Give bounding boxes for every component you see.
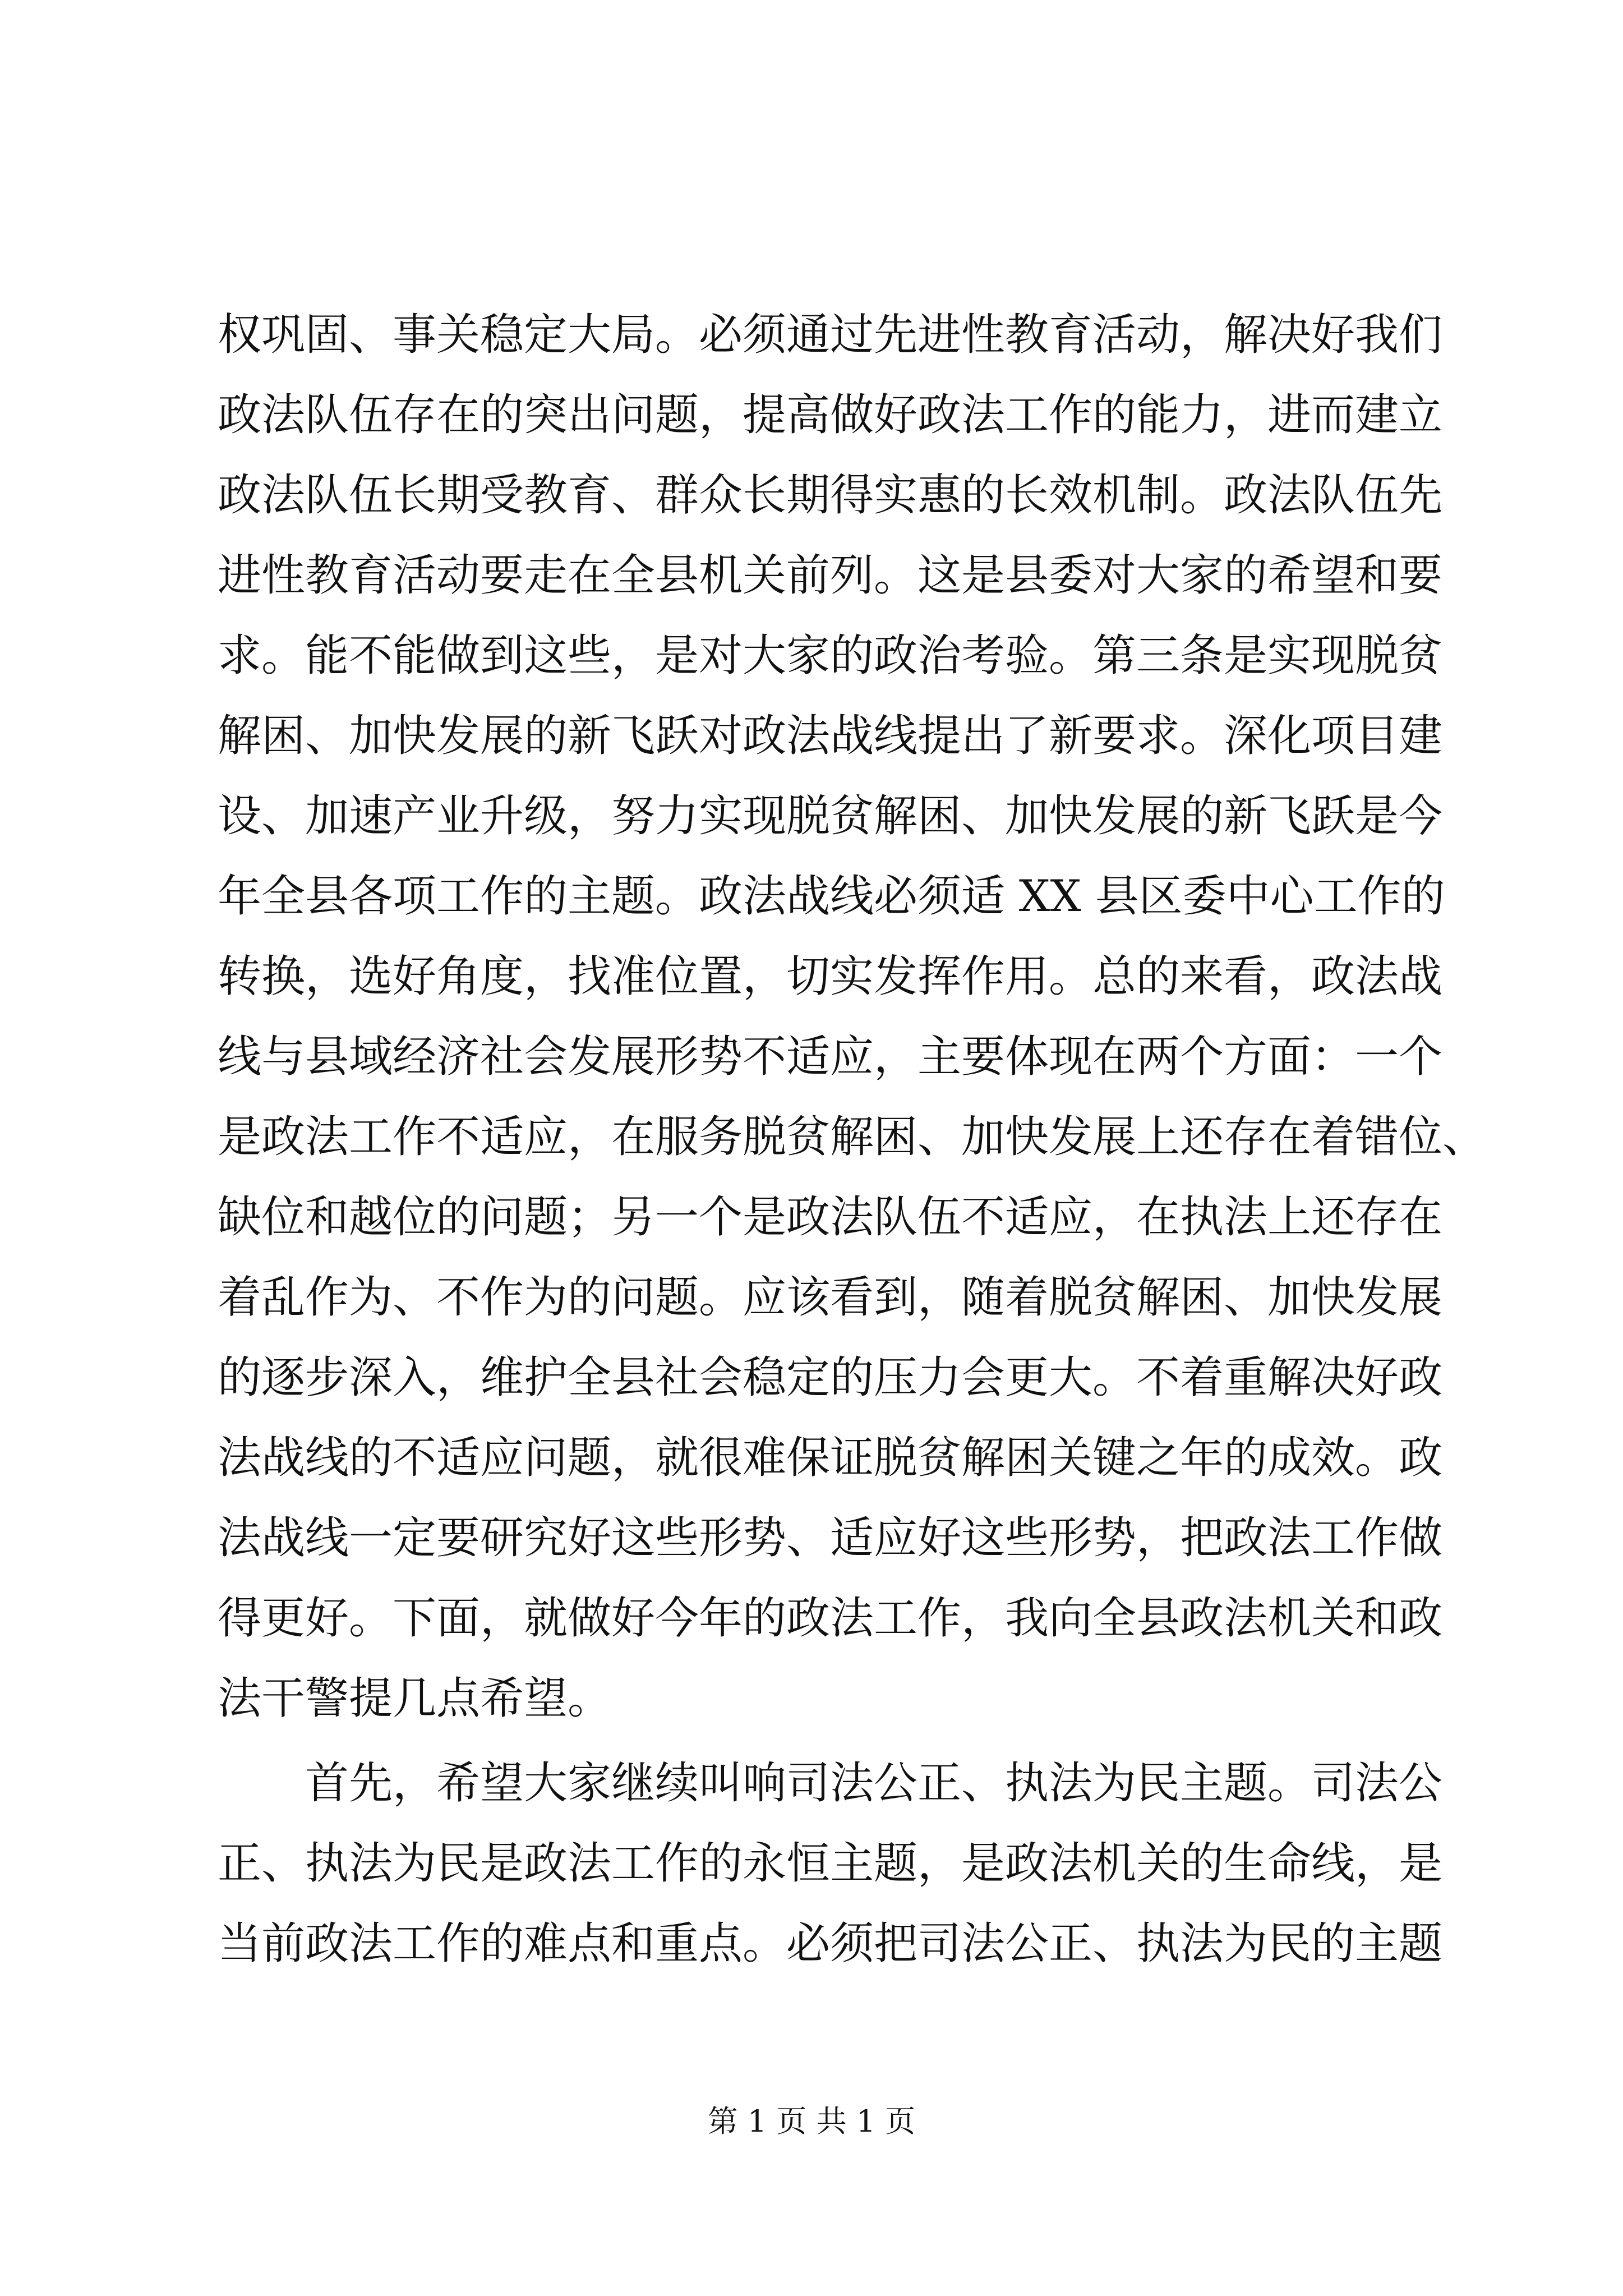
text-line: 当前政法工作的难点和重点。必须把司法公正、执法为民的主题 [218,1918,1443,1969]
paragraph [218,295,1487,1739]
text-line: 权巩固、事关稳定大局。必须通过先进性教育活动，解决好我们 [218,310,1443,360]
text-line: 着乱作为、不作为的问题。应该看到，随着脱贫解困、加快发展 [218,1272,1443,1323]
text-line: 设、加速产业升级，努力实现脱贫解困、加快发展的新飞跃是今 [218,791,1443,841]
text-line: 求。能不能做到这些，是对大家的政治考验。第三条是实现脱贫 [218,631,1443,681]
text-line: 法战线的不适应问题，就很难保证脱贫解困关键之年的成效。政 [218,1433,1443,1483]
text-line: 政法队伍长期受教育、群众长期得实惠的长效机制。政法队伍先 [218,470,1443,521]
text-line: 转换，选好角度，找准位置，切实发挥作用。总的来看，政法战 [218,951,1443,1002]
text-line: 进性教育活动要走在全县机关前列。这是县委对大家的希望和要 [218,550,1443,601]
text-line: 解困、加快发展的新飞跃对政法战线提出了新要求。深化项目建 [218,711,1443,761]
text-line: 首先，希望大家继续叫响司法公正、执法为民主题。司法公 [305,1758,1443,1809]
text-line: 缺位和越位的问题；另一个是政法队伍不适应，在执法上还存在 [218,1192,1443,1243]
page-footer [0,2104,1623,2139]
text-line: 是政法工作不适应，在服务脱贫解困、加快发展上还存在着错位、 [218,1112,1487,1162]
text-line: 得更好。下面，就做好今年的政法工作，我向全县政法机关和政 [218,1593,1443,1644]
text-line: 正、执法为民是政法工作的永恒主题，是政法机关的生命线，是 [218,1838,1443,1889]
text-line: 年全县各项工作的主题。政法战线必须适 XX 县区委中心工作的 [218,871,1445,922]
text-line: 法干警提几点希望。 [218,1673,612,1724]
text-line: 政法队伍存在的突出问题，提高做好政法工作的能力，进而建立 [218,390,1443,440]
paragraph [218,1743,1443,1984]
text-line: 的逐步深入，维护全县社会稳定的压力会更大。不着重解决好政 [218,1352,1443,1403]
page-number: 第 1 页 共 1 页 [707,2104,916,2139]
paragraph-gap [218,1739,1429,1743]
text-line: 线与县域经济社会发展形势不适应，主要体现在两个方面：一个 [218,1032,1443,1082]
document-body [218,295,1487,1984]
text-line: 法战线一定要研究好这些形势、适应好这些形势，把政法工作做 [218,1513,1443,1563]
